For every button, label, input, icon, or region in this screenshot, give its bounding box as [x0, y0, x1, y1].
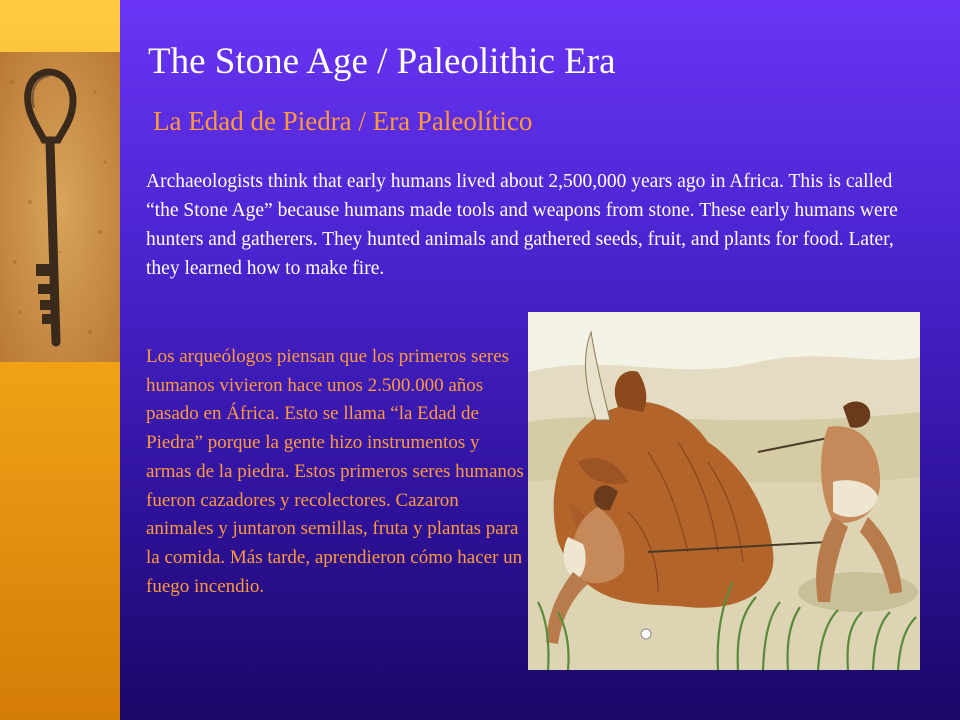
- slide-subtitle: La Edad de Piedra / Era Paleolítico: [153, 106, 533, 136]
- spanish-paragraph: Los arqueólogos piensan que los primeros seres humanos vivieron hace unos 2.500.000 años pasado en África. Esto se llama “la Edad de Piedra” porque la gente hizo instrumentos y armas de la piedra. Estos primeros seres humanos fueron cazadores y recolectores. Cazaron animales y juntaron semillas, fruta y plantas para la comida. Más tarde, aprendieron cómo hacer un fuego incendio.: [146, 346, 524, 597]
- slide-title: The Stone Age / Paleolithic Era: [148, 41, 616, 82]
- iron-key-photo: [0, 52, 120, 362]
- english-paragraph: Archaeologists think that early humans lived about 2,500,000 years ago in Africa. This is called “the Stone Age” because humans made tools and weapons from stone. These early humans were hunters and gatherers. They hunted animals and gathered seeds, fruit, and plants for food. Later, they learned how to make fire.: [146, 171, 898, 279]
- stone-age-hunt-illustration: [528, 312, 920, 670]
